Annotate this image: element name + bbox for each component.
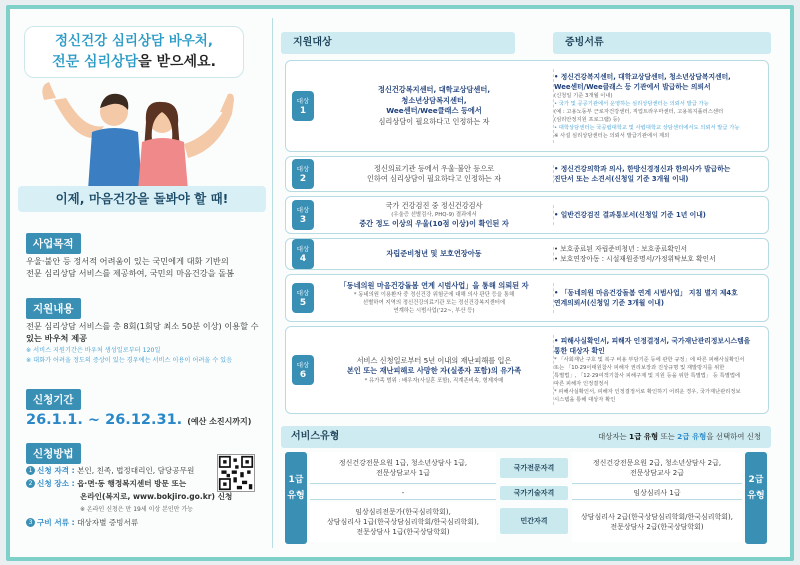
target-desc: 국가 건강검진 중 정신건강검사 (우울증 선별검사, PHQ-9) 결과에서 중간 정도 이상의 우울(10점 이상)이 확인된 자 xyxy=(359,200,509,228)
target-desc: 정신의료기관 등에서 우울·불안 등으로 인하여 심리상담이 필요하다고 인정하는 자 xyxy=(366,163,502,183)
tab-docs: 증빙서류 xyxy=(553,32,771,54)
target-desc: 정신건강복지센터, 대학교상담센터, 청소년상담복지센터, Wee센터/Wee클래스 등에서 심리상담이 필요하다고 인정하는 자 xyxy=(377,85,491,126)
docs-desc: • 정신건강복지센터, 대학교상담센터, 청소년상담복지센터, Wee센터/Wee클래스 등 기관에서 발급하는 의뢰서 (신청일 기준 3개월 이내) • 국가 및 공공기관에서 운영하는 심리상담센터는 의뢰서 발급 가능 (예 : 고용노동부 근로자건강센터, 직업트라우마센터, 고용복지플러스센터 (심리안정지원 프로그램) 등) • 대학상담센터는 국공립대학교 및 사립대학교 상담센터에서도 의뢰서 발급 가능 ※ 사설 심리상담센터는 의뢰서 발급기관에서 제외 xyxy=(554,73,740,139)
method-label: 신청방법 xyxy=(26,443,81,464)
purpose-line2: 전문 심리상담 서비스를 제공하여, 국민의 마음건강을 돌봄 xyxy=(26,268,235,278)
qualification-label: 국가기술자격 xyxy=(500,486,568,500)
support-label: 지원내용 xyxy=(26,298,81,319)
period-value: 26.1.1. ~ 26.12.31. (예산 소진시까지) xyxy=(26,412,252,428)
method-list xyxy=(26,464,233,529)
target-row xyxy=(285,196,769,234)
target-desc: 자립준비청년 및 보호연장아동 xyxy=(386,248,482,258)
column-divider xyxy=(272,18,273,548)
qr-code-icon[interactable] xyxy=(217,454,255,492)
people-illustration xyxy=(34,80,244,190)
grade1-label: 1급 유형 xyxy=(285,452,307,544)
method-item: 1 신청 자격 : 본인, 친족, 법정대리인, 담당공무원 xyxy=(26,464,216,477)
grade2-cell: 정신건강전문요원 2급, 청소년상담사 2급, 전문상담교사 2급 xyxy=(572,452,742,484)
target-badge: 대상 6 xyxy=(292,355,314,385)
support-line1: 전문 심리상담 서비스를 총 8회(1회당 최소 50분 이상) 이용할 수 xyxy=(26,321,259,331)
service-note: 대상자는 1급 유형 또는 2급 유형을 선택하여 신청 xyxy=(598,432,761,441)
headline-line2: 전문 심리상담을 받으세요. xyxy=(52,54,216,70)
docs-desc: • 보호종료된 자립준비청년 : 보호종료확인서 • 보호연장아동 : 시설재원증명서/가정위탁보호 확인서 xyxy=(554,245,716,263)
docs-desc: • 「동네의원 마음건강돌봄 연계 시범사업」 지침 별지 제4호 연계의뢰서(신청일 기준 3개월 이내) xyxy=(554,289,738,307)
docs-desc: • 일반건강검진 결과통보서(신청일 기준 1년 이내) xyxy=(554,211,706,219)
grade2-cell: 임상심리사 1급 xyxy=(572,486,742,500)
target-row xyxy=(285,156,769,192)
banner: 이제, 마음건강을 돌봐야 할 때! xyxy=(18,186,266,212)
method-item: 3 구비 서류 : 대상자별 증빙서류 xyxy=(26,516,216,529)
docs-desc: • 피해사실확인서, 피해자 인정결정서, 국가재난관리정보시스템을 통한 대상자 확인 * 「사회재난 구호 및 복구 비용 부담기준 등에 관한 규정」에 따른 피해사실확인서 또는 「10·29이태원참사 피해자 권리보장과 진상규명 및 재발방지를 위한 특별법」, 「12·29여객기참사 피해구제 및 지원 등을 위한 특별법」 등 특별법에 따른 피해자 인정결정서 * 피해사실확인서, 피해자 인정결정서로 확인하기 어려운 경우, 국가재난관리정보 시스템을 통해 대상자 확인 xyxy=(554,337,751,403)
method-item: 2 신청 장소 : 읍·면·동 행정복지센터 방문 또는 xyxy=(26,477,216,490)
qualification-label: 국가전문자격 xyxy=(500,458,568,478)
tab-target: 지원대상 xyxy=(281,32,515,54)
target-badge: 대상 5 xyxy=(292,283,314,313)
target-badge: 대상 1 xyxy=(292,91,314,121)
target-badge: 대상 4 xyxy=(292,239,314,269)
service-title: 서비스유형 xyxy=(291,431,340,442)
grade2-label: 2급 유형 xyxy=(745,452,767,544)
target-row xyxy=(285,326,769,414)
method-item: ※ 온라인 신청은 만 19세 이상 본인만 가능 xyxy=(80,506,193,513)
grade2-cell: 상담심리사 2급(한국상담심리학회/한국심리학회), 전문상담사 2급(한국상담학회) xyxy=(572,502,742,542)
qualification-label: 민간자격 xyxy=(500,508,568,534)
purpose-line1: 우울·불안 등 정서적 어려움이 있는 국민에게 대화 기반의 xyxy=(26,256,229,266)
service-header xyxy=(281,426,771,448)
target-desc: 「동네의원 마음건강돌봄 연계 시범사업」을 통해 의뢰된 자 * 동네의원 이용환자 중 정신건강 위험군에 대해 의사 판단 등을 통해 선별하여 지역의 정신건강의료기관 또는 정신건강복지센터에 연계하는 시범사업('22~, 부산 등) xyxy=(339,280,529,315)
purpose-label: 사업목적 xyxy=(26,233,81,254)
period-label: 신청기간 xyxy=(26,389,81,410)
target-row xyxy=(285,274,769,322)
support-line2: 있는 바우처 제공 xyxy=(26,333,88,343)
target-row xyxy=(285,238,769,270)
grade1-cell: 정신건강전문요원 1급, 청소년상담사 1급, 전문상담교사 1급 xyxy=(310,452,496,484)
headline-line1: 정신건강 심리상담 바우처, xyxy=(55,33,213,49)
support-note1: ※ 서비스 지원기간은 바우처 생성일로부터 120일 xyxy=(26,347,161,354)
docs-desc: • 정신건강의학과 의사, 한방신경정신과 한의사가 발급하는 진단서 또는 소견서(신청일 기준 3개월 이내) xyxy=(554,165,731,183)
target-badge: 대상 2 xyxy=(292,159,314,189)
target-badge: 대상 3 xyxy=(292,200,314,230)
target-row xyxy=(285,60,769,152)
target-desc: 서비스 신청일로부터 5년 이내의 재난피해를 입은 본인 또는 재난피해로 사망한 자(실종자 포함)의 유가족 * 유가족 범위 : 배우자(사실혼 포함), 직계존비속, 형제자매 xyxy=(346,355,522,384)
headline-box xyxy=(24,26,244,78)
grade1-cell: - xyxy=(310,486,496,500)
support-note2: ※ 대화가 어려울 정도의 증상이 있는 경우에는 서비스 이용이 어려울 수 있음 xyxy=(26,357,233,364)
method-item: 온라인(복지로, www.bokjiro.go.kr) 신청 xyxy=(80,492,233,501)
grade1-cell: 임상심리전문가(한국심리학회), 상담심리사 1급(한국상담심리학회/한국심리학회), 전문상담사 1급(한국상담학회) xyxy=(310,502,496,542)
